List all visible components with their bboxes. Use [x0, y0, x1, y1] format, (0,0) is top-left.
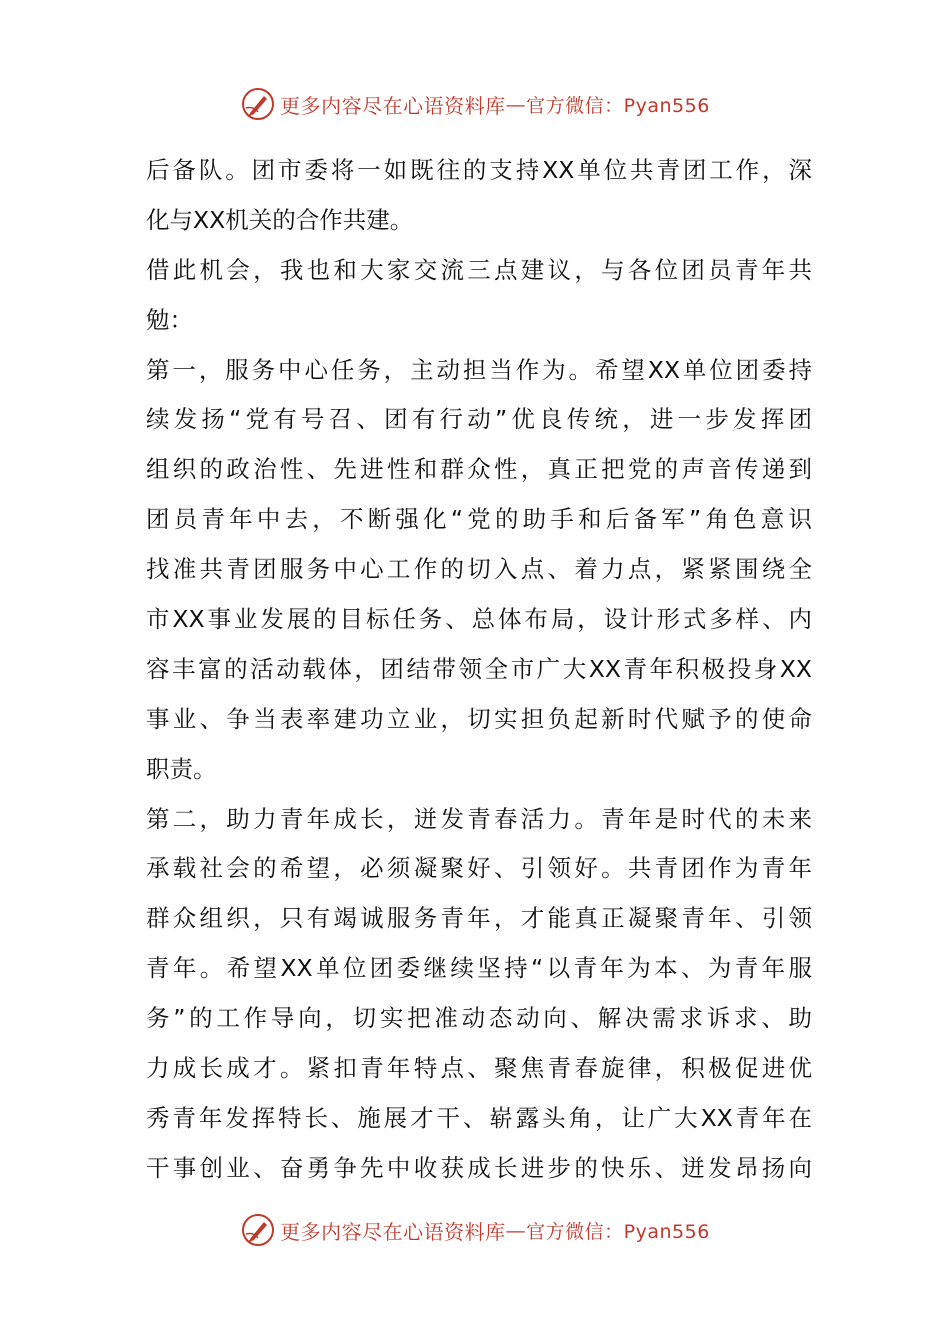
body-line: 组织的政治性、先进性和群众性，真正把党的声音传递到 — [146, 455, 812, 484]
body-line: 事业、争当表率建功立业，切实担负起新时代赋予的使命 — [146, 704, 812, 733]
pen-nib-logo-icon — [240, 86, 276, 122]
body-line: 容丰富的活动载体，团结带领全市广大XX青年积极投身XX — [146, 654, 812, 683]
body-line: 青年。希望XX单位团委继续坚持“以青年为本、为青年服 — [146, 954, 812, 983]
header-watermark-banner — [0, 84, 950, 124]
banner-brand-text: 更多内容尽在心语资料库 — [280, 93, 506, 118]
document-body — [146, 146, 812, 1194]
pen-nib-logo-icon — [240, 1212, 276, 1248]
body-line: 职责。 — [146, 754, 217, 783]
banner-separator: — — [505, 92, 527, 116]
body-line: 借此机会，我也和大家交流三点建议，与各位团员青年共 — [146, 255, 812, 284]
body-line: 市XX事业发展的目标任务、总体布局，设计形式多样、内 — [146, 605, 812, 634]
body-line: 秀青年发挥特长、施展才干、崭露头角，让广大XX青年在 — [146, 1103, 812, 1132]
body-line: 力成长成才。紧扣青年特点、聚焦青春旋律，积极促进优 — [146, 1054, 812, 1083]
body-line: 化与XX机关的合作共建。 — [146, 205, 414, 234]
body-line: 找准共青团服务中心工作的切入点、着力点，紧紧围绕全 — [146, 555, 812, 584]
body-line: 务”的工作导向，切实把准动态动向、解决需求诉求、助 — [146, 1004, 812, 1033]
body-line: 群众组织，只有竭诚服务青年，才能真正凝聚青年、引领 — [146, 904, 812, 933]
body-line: 续发扬“党有号召、团有行动”优良传统，进一步发挥团 — [146, 405, 812, 434]
body-line: 第二，助力青年成长，迸发青春活力。青年是时代的未来 — [146, 804, 812, 833]
body-line: 团员青年中去，不断强化“党的助手和后备军”角色意识 — [146, 505, 812, 534]
banner-contact-text: 官方微信：Pyan556 — [526, 1220, 710, 1243]
banner-brand-text: 更多内容尽在心语资料库 — [280, 1219, 506, 1244]
body-line: 后备队。团市委将一如既往的支持XX单位共青团工作，深 — [146, 156, 812, 184]
body-line: 承载社会的希望，必须凝聚好、引领好。共青团作为青年 — [146, 854, 812, 883]
body-line: 第一，服务中心任务，主动担当作为。希望XX单位团委持 — [146, 355, 812, 384]
body-line: 勉： — [146, 305, 193, 334]
body-line: 干事创业、奋勇争先中收获成长进步的快乐、迸发昂扬向 — [146, 1153, 812, 1182]
footer-watermark-banner — [0, 1210, 950, 1250]
banner-contact-text: 官方微信：Pyan556 — [526, 94, 710, 117]
banner-separator: — — [505, 1218, 527, 1242]
